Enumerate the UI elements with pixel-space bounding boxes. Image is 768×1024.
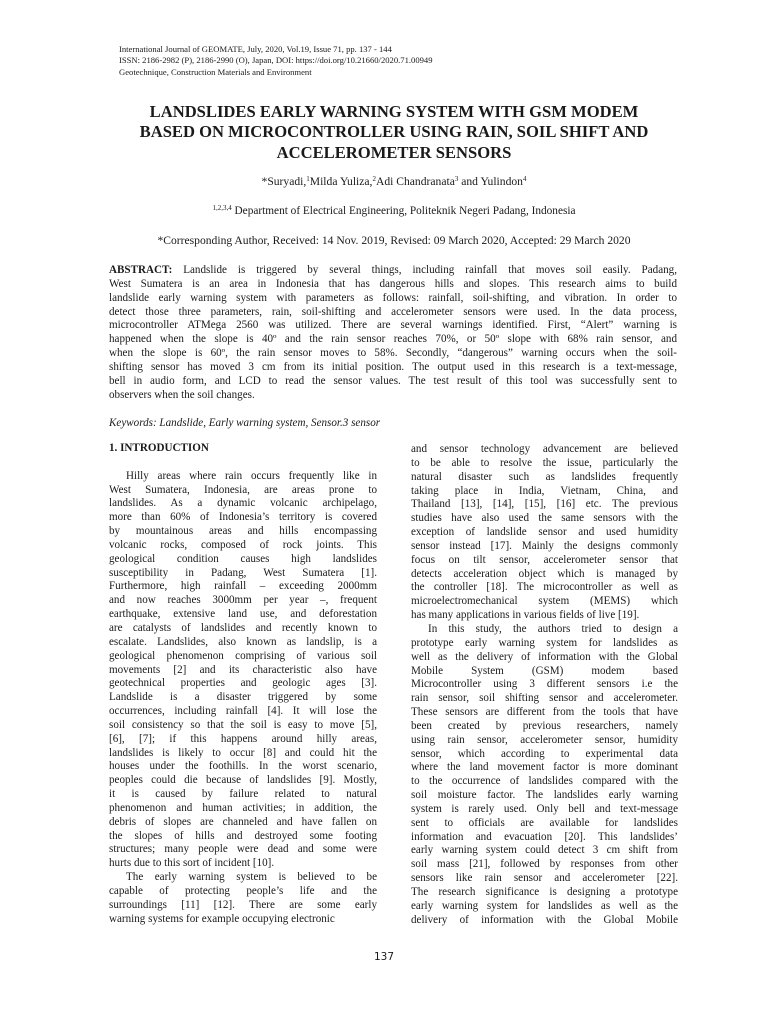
abstract-line: happened when the slope is 40º and the rain sensor reaches 70%, or 50º slope with 68% rain sensor, and (109, 333, 677, 346)
abstract-label: ABSTRACT: (109, 264, 173, 276)
left-column-body (109, 470, 377, 927)
left-column (109, 442, 377, 927)
text-line: debris of slopes are channeled and have fallen on (109, 815, 377, 828)
author-name: Milda Yuliza, (309, 175, 373, 188)
text-line: Mobile System (GSM) modem based (411, 664, 678, 677)
abstract-line: landslide early warning system with parameters as follows: rainfall, soil-shifting, and vibration. In order to (109, 291, 677, 304)
text-line: where the land movement factor is more dominant (411, 761, 678, 774)
page-number: 137 (373, 951, 395, 963)
text-line: taking place in India, Vietnam, China, and (411, 484, 678, 497)
abstract-line: West Sumatera is an area in Indonesia that has dangerous hills and slopes. This research aims to build (109, 277, 677, 290)
text-line: soil mass [21], followed by responses from other (411, 858, 678, 871)
text-line: capable of protecting people’s life and the (109, 885, 377, 897)
text-line: Thailand [13], [14], [15], [16] etc. The previous (411, 498, 678, 511)
text-line: sensors like rain sensor and accelerometer [22]. (411, 872, 678, 885)
right-column-body (411, 443, 678, 928)
text-line: geological phenomenon comprising of various soil (109, 649, 377, 662)
text-line: volcanic rocks, composed of rock joints. This (109, 538, 377, 551)
author-name: and Yulindon (458, 175, 523, 188)
abstract (109, 264, 677, 402)
abstract-line: detect those three parameters, rain, soil-shifting and accelerometer sensors were used. In the data process, (109, 305, 677, 318)
text-line: Landslide is a disaster triggered by some (109, 691, 377, 704)
text-line: the slopes of hills and destroyed some footing (109, 829, 377, 842)
text-line: surroundings [11] [12]. There are some early (109, 898, 377, 911)
text-line: and sensor technology advancement are believed (411, 443, 678, 455)
text-line: occurrences, including rainfall [4]. It will lose the (109, 705, 377, 718)
author-name: Adi Chandranata (375, 175, 455, 188)
text-line: landslides. As a dynamic volcanic archipelago, (109, 497, 377, 510)
title-line: BASED ON MICROCONTROLLER USING RAIN, SOIL SHIFT AND (139, 122, 649, 142)
text-line: soil consistency so that the soil is easy to move [5], (109, 718, 377, 731)
text-line: phenomenon and human activities; in addition, the (109, 801, 377, 814)
text-line: by mountainous areas and hills encompassing (109, 525, 377, 538)
text-line: are catalysts of landslides and recently known to (109, 621, 377, 634)
author-list (60, 175, 728, 188)
text-line: [6], [7]; if this happens around hilly areas, (109, 732, 377, 745)
journal-citation: International Journal of GEOMATE, July, 2020, Vol.19, Issue 71, pp. 137 - 144 (119, 44, 392, 54)
text-line: has many applications in various fields of live [19]. (411, 609, 640, 622)
text-line: sensor, which according to experimental data (411, 747, 678, 760)
journal-issn-doi: ISSN: 2186-2982 (P), 2186-2990 (O), Japan, DOI: https://doi.org/10.21660/2020.71.00949 (119, 55, 433, 66)
text-line: sensor instead [17]. Mainly the designs commonly (411, 539, 678, 552)
abstract-line: microcontroller ATMega 2560 was utilized. There are several warnings identified. First, “Alert” warning is (109, 319, 677, 332)
text-line: early warning system could detect 3 cm shift from (411, 844, 678, 857)
corresponding-author-line: *Corresponding Author, Received: 14 Nov. 2019, Revised: 09 March 2020, Accepted: 29 March 2020 (157, 234, 631, 247)
text-line: to be able to resolve the issue, particularly the (411, 456, 678, 469)
text-line: structures; many people were dead and some were (109, 843, 377, 856)
text-line: Furthermore, high rainfall – exceeding 2000mm (109, 580, 377, 593)
author-affil-mark: 2 (372, 175, 376, 183)
text-line: houses under the foothills. In the worst scenario, (109, 760, 377, 773)
abstract-line: ABSTRACT: Landslide is triggered by several things, including rainfall that moves soil easily. Padang, (109, 264, 677, 276)
abstract-line: observers when the soil changes. (109, 388, 255, 401)
text-line: early warning system for landslides as well as the (411, 899, 678, 912)
title-line: ACCELEROMETER SENSORS (276, 142, 512, 162)
text-line: sent to officials are available for landslides (411, 816, 678, 829)
text-line: The research significance is designing a prototype (411, 886, 678, 898)
text-line: hurts due to this sort of incident [10]. (109, 857, 275, 870)
text-line: prototype early warning system for landslides as (411, 636, 678, 649)
abstract-line: when the slope is 60º, the rain sensor moves to 58%. Secondly, “dangerous” warning occurs when the soil- (109, 347, 677, 360)
text-line: movements [2] and its characteristic also have (109, 663, 377, 676)
text-line: warning systems for example occupying electronic (109, 912, 335, 925)
affiliation (60, 205, 728, 217)
text-line: These sensors are different from the tools that have (411, 706, 678, 719)
text-line: delivery of information with the Global Mobile (411, 913, 678, 926)
spacer (109, 456, 377, 470)
author-name: *Suryadi, (261, 175, 307, 188)
keywords: Keywords: Landslide, Early warning system, Sensor.3 sensor (109, 417, 381, 429)
text-line: been created by previous researchers, namely (411, 719, 678, 732)
abstract-line: bell in audio form, and LCD to read the sensor values. The test result of this tool was successfully sent to (109, 374, 677, 387)
text-line: Hilly areas where rain occurs frequently like in (126, 469, 377, 482)
text-line: Microcontroller using 3 different sensors i.e the (411, 678, 678, 691)
text-line: system is rarely used. Only bell and text-message (411, 802, 678, 815)
author-affil-mark: 4 (522, 175, 527, 183)
abstract-line: shifting sensor has moved 3 cm from its initial position. The output used in this research is a text-message, (109, 360, 677, 373)
text-line: The early warning system is believed to be (126, 871, 377, 884)
author-affil-mark: 3 (454, 175, 459, 183)
text-line: the controller [18]. The microcontroller as well as (411, 581, 678, 594)
text-line: In this study, the authors tried to design a (428, 622, 678, 635)
text-line: natural disaster such as landslides frequently (411, 470, 678, 483)
author-affil-mark: 1 (306, 175, 310, 183)
text-line: landslides is likely to occur [8] and could hit the (109, 746, 377, 759)
text-line: more than 60% of Indonesia’s territory is covered (109, 511, 377, 524)
text-line: information and evacuation [20]. This landslides’ (411, 830, 678, 843)
text-line: susceptibility in Padang, West Sumatera [1]. (109, 566, 377, 579)
text-line: studies have also used the same sensors with the (411, 512, 678, 525)
text-line: detects acceleration object which is managed by (411, 567, 678, 580)
right-column (411, 443, 678, 928)
paper-title (60, 102, 728, 163)
text-line: it is caused by failure related to natural (109, 788, 377, 801)
journal-header (119, 44, 433, 78)
text-line: geological condition causes high landslides (109, 552, 377, 565)
text-line: well as the delivery of information with the Global (411, 650, 678, 663)
text-line: focus on tilt sensor, accelerometer sensor that (411, 553, 678, 566)
affiliation-marks: 1,2,3,4 (212, 204, 232, 212)
text-line: microelectromechanical system (MEMS) which (411, 595, 678, 608)
section-heading: 1. INTRODUCTION (109, 442, 209, 454)
text-line: West Sumatera, Indonesia, are areas prone to (109, 483, 377, 496)
text-line: geotechnical properties and geologic ages [3]. (109, 677, 377, 690)
text-line: escalate. Landslides, also known as landslip, is a (109, 635, 377, 648)
text-line: peoples could die because of landslides [9]. Mostly, (109, 774, 377, 787)
affiliation-text: Department of Electrical Engineering, Politeknik Negeri Padang, Indonesia (231, 205, 576, 217)
text-line: exception of landslide sensor and used humidity (411, 526, 678, 539)
title-line: LANDSLIDES EARLY WARNING SYSTEM WITH GSM MODEM (149, 102, 639, 121)
text-line: rain sensor, soil shifting sensor and accelerometer. (411, 692, 678, 705)
text-line: and now reaches 3000mm per year –, frequent (109, 594, 377, 607)
text-line: to the occurrence of landslides compared with the (411, 775, 678, 788)
journal-subject: Geotechnique, Construction Materials and Environment (119, 66, 312, 77)
text-line: earthquake, extensive land use, and deforestation (109, 608, 377, 621)
text-line: soil moisture factor. The landslides early warning (411, 789, 678, 802)
text-line: using rain sensor, accelerometer sensor, humidity (411, 733, 678, 746)
